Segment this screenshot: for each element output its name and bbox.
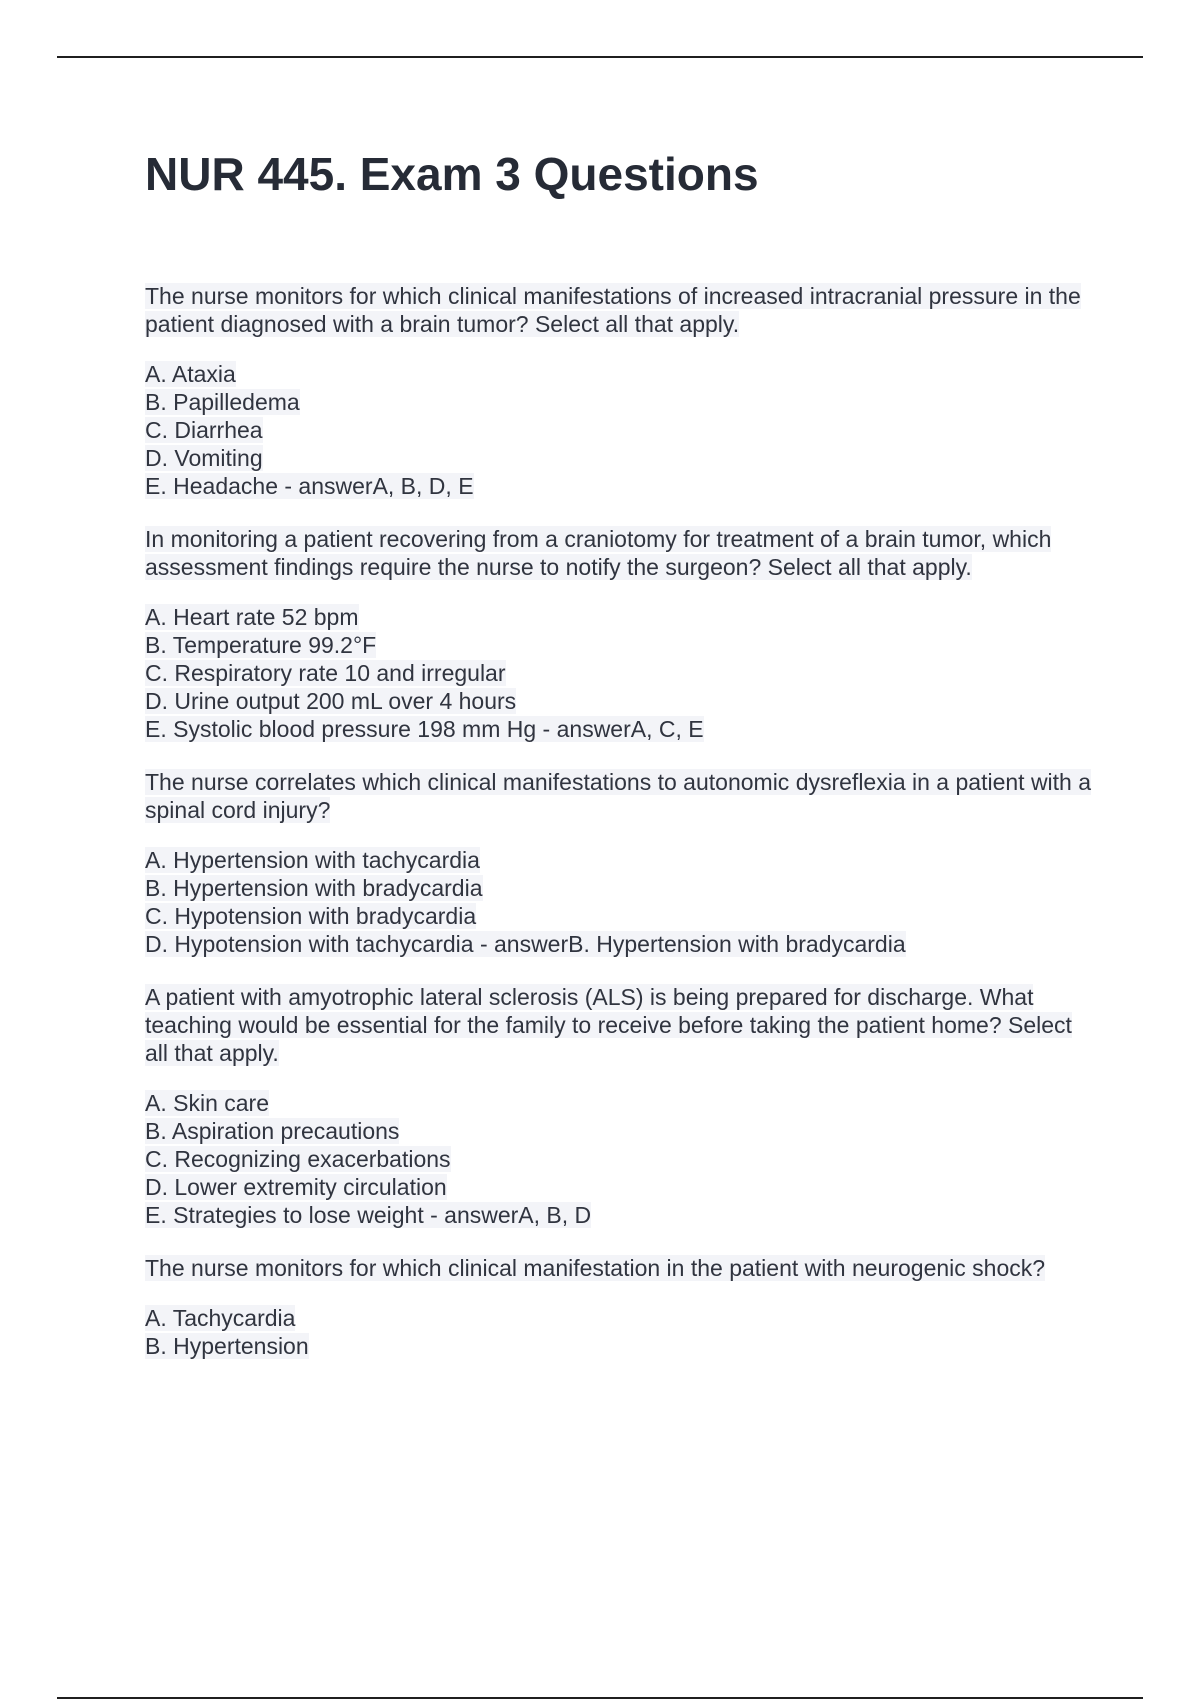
document-body (145, 146, 1095, 1385)
option-item: D. Hypotension with tachycardia - answerB. Hypertension with bradycardia (145, 931, 906, 957)
option-item: E. Systolic blood pressure 198 mm Hg - answerA, C, E (145, 716, 704, 742)
question-1 (145, 282, 1095, 500)
option-item: A. Skin care (145, 1090, 269, 1116)
option-item: E. Headache - answerA, B, D, E (145, 473, 474, 499)
question-text: A patient with amyotrophic lateral sclerosis (ALS) is being prepared for discharge. What teaching would be essential for the family to receive before taking the patient home? Select all that apply. (145, 984, 1072, 1066)
option-item: A. Ataxia (145, 361, 236, 387)
option-item: C. Respiratory rate 10 and irregular (145, 660, 506, 686)
option-item: B. Aspiration precautions (145, 1118, 400, 1144)
option-item: C. Recognizing exacerbations (145, 1146, 451, 1172)
top-divider (57, 56, 1143, 58)
option-item: D. Vomiting (145, 445, 263, 471)
option-list (145, 1089, 1095, 1229)
option-list (145, 846, 1095, 958)
option-item: A. Heart rate 52 bpm (145, 604, 359, 630)
bottom-divider (57, 1697, 1143, 1699)
option-item: B. Hypertension with bradycardia (145, 875, 483, 901)
question-text: The nurse monitors for which clinical manifestations of increased intracranial pressure in the patient diagnosed with a brain tumor? Select all that apply. (145, 283, 1081, 337)
option-item: A. Hypertension with tachycardia (145, 847, 480, 873)
question-text: The nurse correlates which clinical manifestations to autonomic dysreflexia in a patient with a spinal cord injury? (145, 769, 1092, 823)
question-text: In monitoring a patient recovering from a craniotomy for treatment of a brain tumor, which assessment findings require the nurse to notify the surgeon? Select all that apply. (145, 526, 1052, 580)
option-item: B. Temperature 99.2°F (145, 632, 377, 658)
option-item: A. Tachycardia (145, 1305, 296, 1331)
question-3 (145, 768, 1095, 958)
document-title: NUR 445. Exam 3 Questions (145, 148, 759, 200)
question-4 (145, 983, 1095, 1229)
option-item: E. Strategies to lose weight - answerA, B, D (145, 1202, 592, 1228)
option-list (145, 1304, 1095, 1360)
question-text: The nurse monitors for which clinical manifestation in the patient with neurogenic shock? (145, 1255, 1046, 1281)
option-item: D. Urine output 200 mL over 4 hours (145, 688, 517, 714)
option-item: C. Hypotension with bradycardia (145, 903, 477, 929)
option-list (145, 603, 1095, 743)
question-5 (145, 1254, 1095, 1360)
option-item: C. Diarrhea (145, 417, 263, 443)
question-2 (145, 525, 1095, 743)
option-item: D. Lower extremity circulation (145, 1174, 447, 1200)
question-list (145, 282, 1095, 1360)
option-item: B. Hypertension (145, 1333, 309, 1359)
option-item: B. Papilledema (145, 389, 300, 415)
option-list (145, 360, 1095, 500)
